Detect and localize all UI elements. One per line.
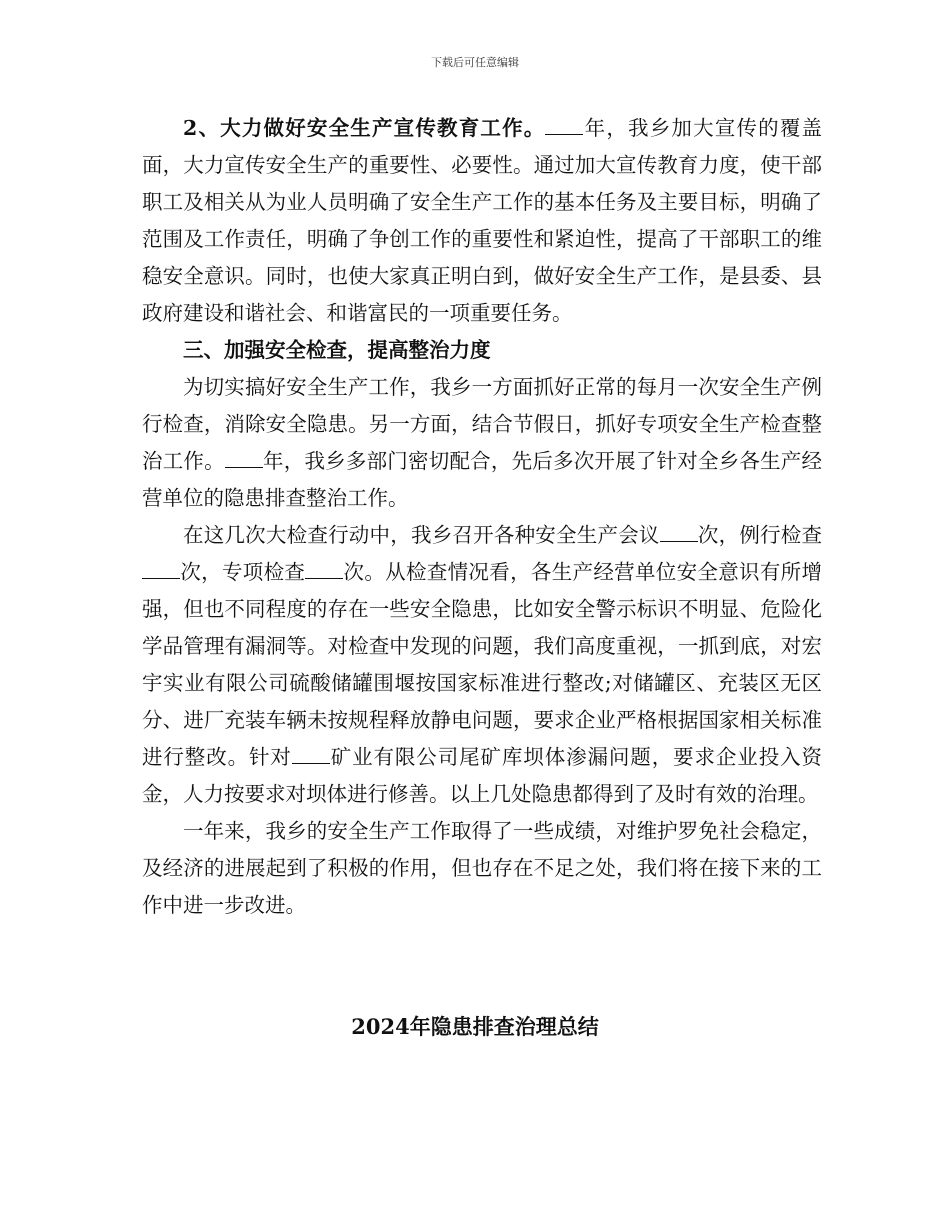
- blank-fill: [142, 560, 180, 579]
- section-heading: 三、加强安全检查，提高整治力度: [183, 338, 491, 362]
- paragraph-text: 次，例行检查: [697, 523, 823, 547]
- blank-fill: [545, 116, 583, 135]
- paragraph-text: 矿业有限公司尾矿库坝体渗漏问题，要求企业投入资金，人力按要求对坝体进行修善。以上几处隐患都得到了及时有效的治理。: [142, 745, 823, 806]
- paragraph-text: 次，专项检查: [180, 560, 306, 584]
- blank-fill: [292, 745, 330, 764]
- paragraph-text: 年，我乡加大宣传的覆盖面，大力宣传安全生产的重要性、必要性。通过加大宣传教育力度，使干部职工及相关从为业人员明确了安全生产工作的基本任务及主要目标，明确了范围及工作责任，明确了争创工作的重要性和紧迫性，提高了干部职工的维稳安全意识。同时，也使大家真正明白到，做好安全生产工作，是县委、县政府建设和谐社会、和谐富民的一项重要任务。: [142, 116, 823, 325]
- blank-fill: [660, 523, 698, 542]
- paragraph-lead: 2、大力做好安全生产宣传教育工作。: [183, 116, 546, 140]
- header-note: 下载后可任意编辑: [431, 56, 519, 69]
- paragraph-text: 在这几次大检查行动中，我乡召开各种安全生产会议: [183, 523, 660, 547]
- paragraph-text: 为切实搞好安全生产工作，我乡一方面抓好正常的每月一次安全生产例行检查，消除安全隐患。另一方面，结合节假日，抓好专项安全生产检查整治工作。: [142, 375, 822, 473]
- document-body: [142, 110, 822, 924]
- paragraph-text: 一年来，我乡的安全生产工作取得了一些成绩，对维护罗免社会稳定，及经济的进展起到了积极的作用，但也存在不足之处，我们将在接下来的工作中进一步改进。: [142, 819, 822, 917]
- document-title: 2024年隐患排查治理总结: [351, 1014, 599, 1039]
- paragraph-actions: [142, 517, 822, 813]
- paragraph-summary: [142, 813, 822, 924]
- paragraph-text: 年，我乡多部门密切配合，先后多次开展了针对全乡各生产经营单位的隐患排查整治工作。: [142, 449, 823, 510]
- blank-fill: [305, 560, 343, 579]
- blank-fill: [225, 449, 263, 468]
- paragraph-text: 次。从检查情况看，各生产经营单位安全意识有所增强，但也不同程度的存在一些安全隐患，比如安全警示标识不明显、危险化学品管理有漏洞等。对检查中发现的问题，我们高度重视，一抓到底，对宏宇实业有限公司硫酸储罐围堰按国家标准进行整改;对储罐区、充装区无区分、进厂充装车辆未按规程释放静电问题，要求企业严格根据国家相关标准进行整改。针对: [142, 560, 823, 769]
- paragraph-inspection: [142, 369, 822, 517]
- paragraph-publicity: [142, 110, 822, 332]
